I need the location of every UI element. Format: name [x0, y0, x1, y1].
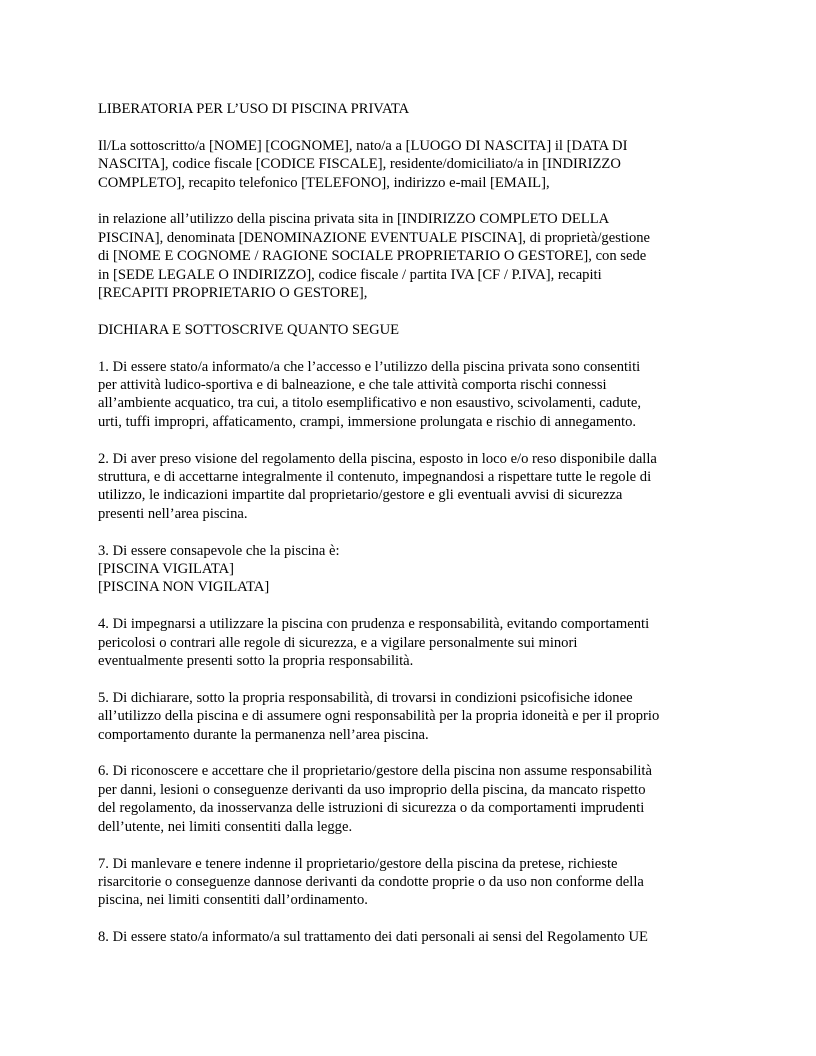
intro-line: COMPLETO], recapito telefonico [TELEFONO], indirizzo e-mail [EMAIL],	[98, 174, 550, 191]
relation-paragraph	[98, 210, 722, 302]
clause-8	[98, 928, 722, 946]
relation-line: in relazione all’utilizzo della piscina privata sita in [INDIRIZZO COMPLETO DELLA	[98, 211, 610, 228]
clause-2	[98, 450, 722, 524]
relation-line: [RECAPITI PROPRIETARIO O GESTORE],	[98, 285, 368, 302]
relation-line: in [SEDE LEGALE O INDIRIZZO], codice fiscale / partita IVA [CF / P.IVA], recapiti	[98, 266, 602, 283]
clause-line: 1. Di essere stato/a informato/a che l’accesso e l’utilizzo della piscina privata sono consentiti	[98, 358, 641, 375]
clause-line: all’utilizzo della piscina e di assumere ogni responsabilità per la propria idoneità e per il proprio	[98, 708, 660, 725]
clause-5	[98, 689, 722, 744]
relation-line: PISCINA], denominata [DENOMINAZIONE EVENTUALE PISCINA], di proprietà/gestione	[98, 229, 651, 246]
clause-line: struttura, e di accettarne integralmente il contenuto, impegnandosi a rispettare tutte le regole di	[98, 469, 652, 486]
clause-line: piscina, nei limiti consentiti dall’ordinamento.	[98, 892, 368, 909]
clause-option-vigilata: [PISCINA VIGILATA]	[98, 561, 234, 578]
clause-line: 8. Di essere stato/a informato/a sul trattamento dei dati personali ai sensi del Regolamento UE	[98, 929, 648, 946]
clause-line: dell’utente, nei limiti consentiti dalla legge.	[98, 818, 353, 835]
declaration-heading-text: DICHIARA E SOTTOSCRIVE QUANTO SEGUE	[98, 321, 400, 338]
clause-line: 4. Di impegnarsi a utilizzare la piscina con prudenza e responsabilità, evitando comportamenti	[98, 616, 650, 633]
clause-4	[98, 615, 722, 670]
clause-line: 5. Di dichiarare, sotto la propria responsabilità, di trovarsi in condizioni psicofisiche idonee	[98, 689, 633, 706]
declaration-heading	[98, 321, 722, 339]
clause-3	[98, 542, 722, 597]
title-text: LIBERATORIA PER L’USO DI PISCINA PRIVATA	[98, 101, 410, 117]
clause-option-non-vigilata: [PISCINA NON VIGILATA]	[98, 579, 270, 596]
clause-line: comportamento durante la permanenza nell’area piscina.	[98, 726, 429, 743]
clause-6	[98, 762, 722, 836]
clause-line: pericolosi o contrari alle regole di sicurezza, e a vigilare personalmente sui minori	[98, 634, 578, 651]
document-title	[98, 100, 722, 118]
clause-line: 3. Di essere consapevole che la piscina è:	[98, 542, 340, 559]
clause-line: risarcitorie o conseguenze dannose derivanti da condotte proprie o da uso non conforme della	[98, 873, 644, 890]
clause-line: presenti nell’area piscina.	[98, 505, 248, 522]
clause-line: 6. Di riconoscere e accettare che il proprietario/gestore della piscina non assume responsabilità	[98, 763, 652, 780]
intro-paragraph	[98, 137, 722, 192]
clause-7	[98, 855, 722, 910]
clause-line: 2. Di aver preso visione del regolamento della piscina, esposto in loco e/o reso disponibile dalla	[98, 450, 657, 467]
clause-line: utilizzo, le indicazioni impartite dal proprietario/gestore e gli eventuali avvisi di sicurezza	[98, 487, 623, 504]
clause-line: del regolamento, da inosservanza delle istruzioni di sicurezza o da comportamenti imprudenti	[98, 800, 645, 817]
clause-1	[98, 358, 722, 432]
intro-line: NASCITA], codice fiscale [CODICE FISCALE], residente/domiciliato/a in [INDIRIZZO	[98, 156, 621, 173]
clause-line: all’ambiente acquatico, tra cui, a titolo esemplificativo e non esaustivo, scivolamenti, cadute,	[98, 395, 642, 412]
clause-line: 7. Di manlevare e tenere indenne il proprietario/gestore della piscina da pretese, richieste	[98, 855, 618, 872]
clause-line: per attività ludico-sportiva e di balneazione, e che tale attività comporta rischi connessi	[98, 377, 607, 394]
document-body	[98, 100, 722, 965]
intro-line: Il/La sottoscritto/a [NOME] [COGNOME], nato/a a [LUOGO DI NASCITA] il [DATA DI	[98, 137, 628, 154]
clause-line: urti, tuffi impropri, affaticamento, crampi, immersione prolungata e rischio di annegamento.	[98, 413, 637, 430]
clause-line: eventualmente presenti sotto la propria responsabilità.	[98, 653, 414, 670]
clause-line: per danni, lesioni o conseguenze derivanti da uso improprio della piscina, da mancato rispetto	[98, 781, 646, 798]
relation-line: di [NOME E COGNOME / RAGIONE SOCIALE PROPRIETARIO O GESTORE], con sede	[98, 248, 647, 265]
